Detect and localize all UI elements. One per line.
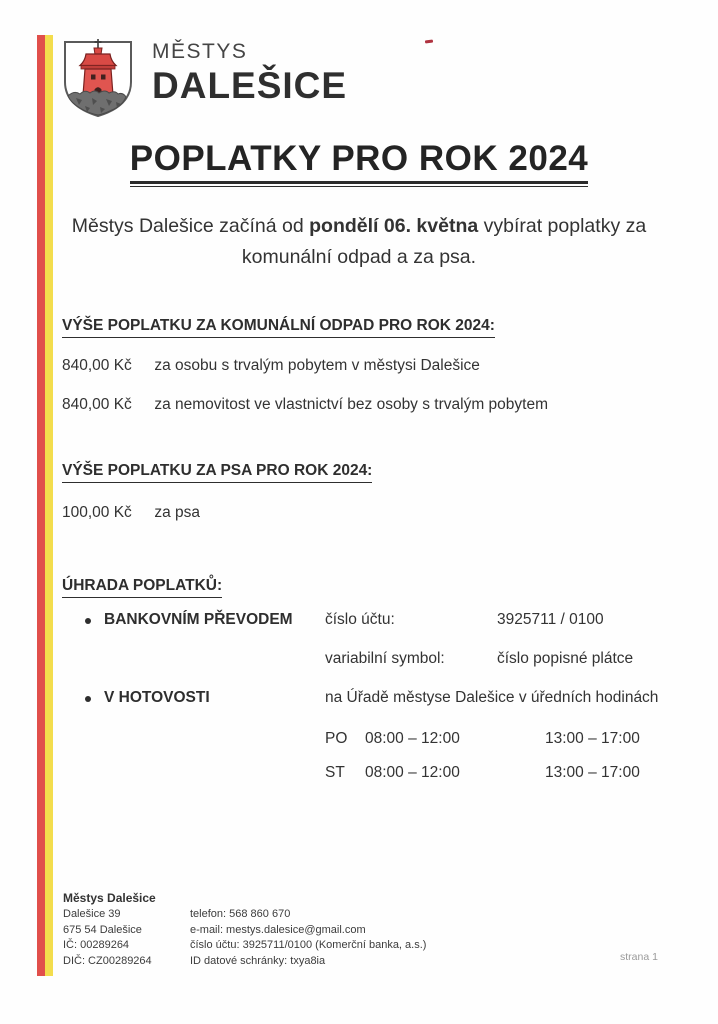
fee-description: za psa [154,504,200,521]
section-heading-waste-fee: VÝŠE POPLATKU ZA KOMUNÁLNÍ ODPAD PRO ROK 2024: [62,317,495,338]
footer-phone: telefon: 568 860 670 [190,908,291,920]
footer-databox: ID datové schránky: txya8ia [190,954,326,967]
payment-method-label: BANKOVNÍM PŘEVODEM [104,611,293,628]
afternoon-hours: 13:00 – 17:00 [545,730,640,747]
cash-payment-note: na Úřadě městyse Dalešice v úředních hodinách [325,689,659,706]
variable-symbol-label: variabilní symbol: [325,650,445,667]
payment-row-cash [0,689,718,711]
footer-dic: DIČ: CZ00289264 [63,954,152,967]
footer-contact-block [190,907,426,969]
intro-text-2: vybírat poplatky za komunální odpad a za psa. [241,215,647,268]
payment-method-label: V HOTOVOSTI [104,689,210,706]
org-name-label: DALEŠICE [152,65,348,106]
account-number-value: 3925711 / 0100 [497,611,604,628]
footer-address-line2: 675 54 Dalešice [63,923,142,936]
payment-row-bank-transfer [0,611,718,633]
coat-of-arms-icon [58,36,138,125]
morning-hours: 08:00 – 12:00 [365,730,460,747]
footer-ic: IČ: 00289264 [63,939,130,951]
fee-amount: 840,00 Kč [62,357,132,374]
document-title-wrap [0,139,718,187]
intro-paragraph [40,211,678,273]
day-abbreviation: PO [325,730,348,747]
org-type-label: MĚSTYS [152,40,248,63]
footer-org-name: Městys Dalešice [63,891,156,905]
fee-description: za nemovitost ve vlastnictví bez osoby s trvalým pobytem [154,396,548,413]
section-heading-payment: ÚHRADA POPLATKŮ: [62,577,222,598]
fee-amount: 100,00 Kč [62,504,132,521]
intro-text-1: Městys Dalešice začíná od [71,215,310,237]
office-hours-row-monday [0,730,718,752]
page-number: strana 1 [620,951,658,963]
office-hours-row-wednesday [0,764,718,786]
fee-row-waste-resident [62,357,480,375]
scan-artifact-mark [425,39,433,43]
bullet-icon [85,696,91,702]
fee-description: za osobu s trvalým pobytem v městysi Dalešice [154,357,480,374]
footer-email: e-mail: mestys.dalesice@gmail.com [190,923,366,936]
fee-row-dog [62,504,200,522]
footer-address-line1: Dalešice 39 [63,908,121,920]
payment-row-variable-symbol [0,650,718,672]
day-abbreviation: ST [325,764,345,781]
fee-amount: 840,00 Kč [62,396,132,413]
footer-account: číslo účtu: 3925711/0100 (Komerční banka, a.s.) [190,939,427,951]
municipality-logo [58,36,347,125]
document-title: POPLATKY PRO ROK 2024 [130,139,589,184]
morning-hours: 08:00 – 12:00 [365,764,460,781]
municipality-name-block [152,36,347,107]
footer-address-block [63,907,152,969]
fee-row-waste-property [62,396,548,414]
bullet-icon [85,618,91,624]
intro-date-bold: pondělí 06. května [309,215,479,237]
variable-symbol-value: číslo popisné plátce [497,650,634,667]
afternoon-hours: 13:00 – 17:00 [545,764,640,781]
section-heading-dog-fee: VÝŠE POPLATKU ZA PSA PRO ROK 2024: [62,462,372,483]
account-number-label: číslo účtu: [325,611,395,628]
